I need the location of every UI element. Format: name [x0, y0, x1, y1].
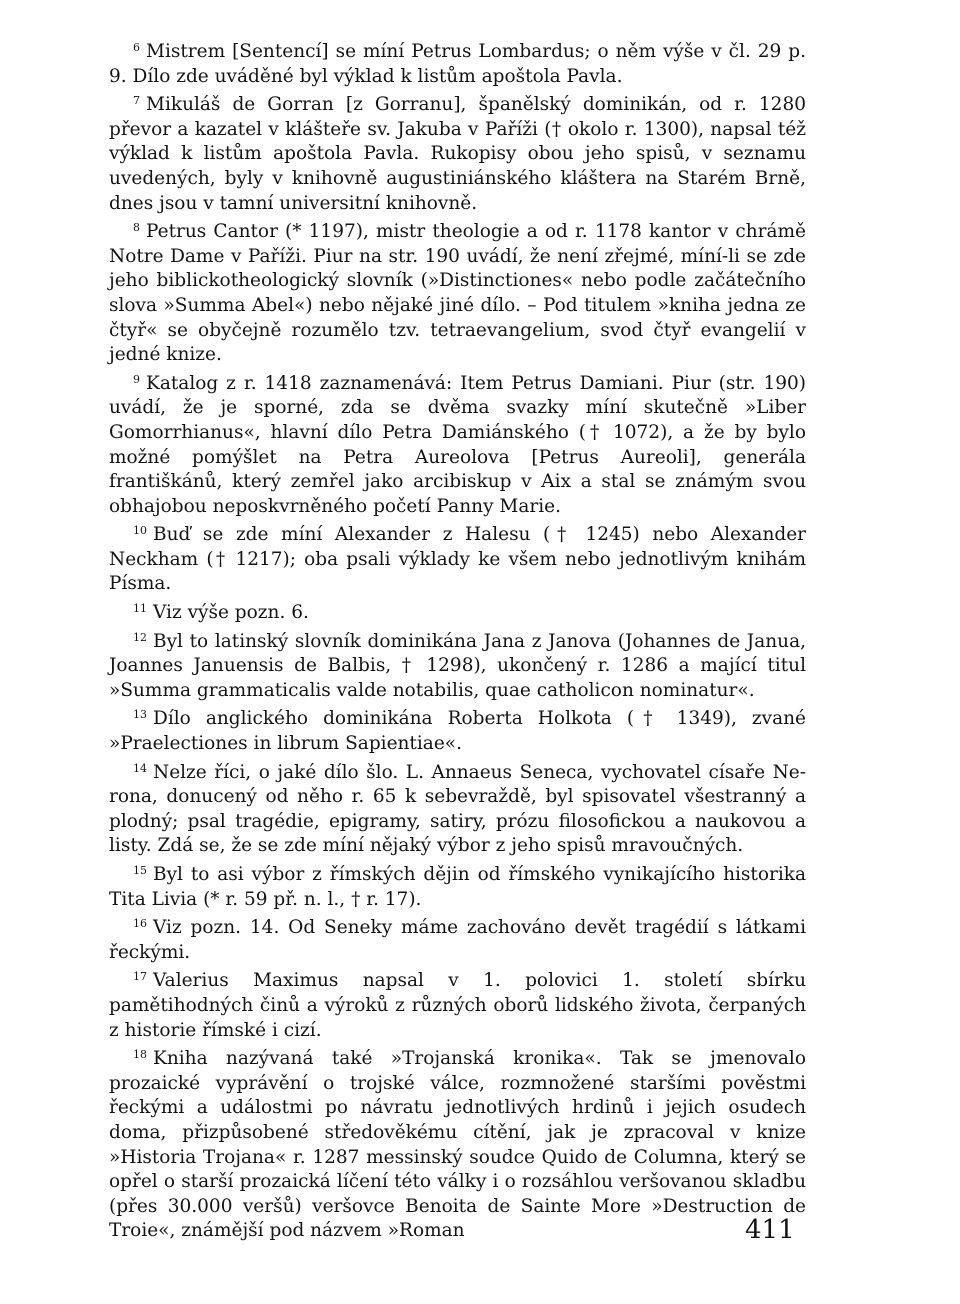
footnote-text: Nelze říci, o jaké dílo šlo. L. Annaeus Seneca, vychovatel císaře Nerona, donucený od něho r. 65 k sebevraždě, byl spisovatel všestranný a plodný; psal tragédie, epigramy, satiry, prózu filosofickou a naukovou a listy. Zdá se, že se zde míní nějaký výbor z jeho spisů mravoučných.: [109, 761, 806, 857]
footnote-17: [109, 969, 806, 1043]
footnote-number: 15: [133, 864, 147, 877]
footnote-text: Mikuláš de Gorran [z Gorranu], španělský dominikán, od r. 1280 převor a kazatel v klášteře sv. Jakuba v Paříži († okolo r. 1300), napsal též výklad k listům apoštola Pavla. Rukopisy obou jeho spisů, v seznamu uvedených, byly v knihovně augustiniánského kláštera na Starém Brně, dnes jsou v tamní universitní knihovně.: [109, 94, 806, 214]
footnote-number: 11: [133, 602, 147, 616]
footnote-text: Viz pozn. 14. Od Seneky máme zachováno devět tragédií s látkami řeckými.: [109, 917, 806, 963]
footnote-12: [109, 630, 806, 704]
footnote-16: [109, 916, 806, 965]
footnote-14: [109, 761, 806, 859]
footnote-text: Kniha nazývaná také »Trojanská kronika«. Tak se jmenovalo prozaické vyprávění o trojské válce, rozmnožené staršími pověstmi řeckými a událostmi po návratu jednotlivých hrdinů i jejich osudech doma, přizpůsobené středověkému cítění, jak je zpracoval v knize »Historia Trojana« r. 1287 messinský soudce Quido de Columna, který se opřel o starší prozaická líčení této války i o rozsáhlou veršovanou skladbu (přes 30.000 veršů) veršovce Benoita de Sainte More »Destruction de Troie«, známější pod názvem »Roman: [109, 1048, 806, 1242]
footnote-number: 7: [133, 94, 140, 108]
footnote-number: 9: [133, 372, 140, 386]
footnote-text: Valerius Maximus napsal v 1. polovici 1. století sbírku pamětihodných činů a výroků z různých oborů lidského života, čerpaných z historie římské i cizí.: [109, 970, 806, 1041]
footnote-text: Dílo anglického dominikána Roberta Holkota († 1349), zvané »Praelectiones in librum Sapientiae«.: [109, 708, 806, 755]
footnote-text: Byl to asi výbor z římských dějin od římského vynikajícího historika Tita Livia (* r. 59 př. n. l., † r. 17).: [109, 864, 806, 910]
footnote-10: [109, 523, 806, 597]
footnote-number: 16: [133, 917, 147, 931]
footnote-number: 17: [133, 970, 147, 984]
footnote-text: Mistrem [Sentencí] se míní Petrus Lombardus; o něm výše v čl. 29 p. 9. Dílo zde uváděné byl výklad k listům apoštola Pavla.: [109, 41, 806, 87]
footnote-text: Viz výše pozn. 6.: [153, 602, 309, 624]
footnote-text: Katalog z r. 1418 zaznamenává: Item Petrus Damiani. Piur (str. 190) uvádí, že je sporné, zda se dvěma svazky míní skutečně »Liber Gomorrhianus«, hlavní dílo Petra Damiánského († 1072), a že by bylo možné pomýšlet na Petra Aureolova [Petrus Aureoli], generála františkánů, který zemřel jako arcibiskup v Aix a stal se známým svou obhajobou neposkvrněného početí Panny Marie.: [109, 372, 806, 517]
footnote-13: [109, 707, 806, 756]
footnote-8: [109, 220, 806, 368]
footnotes-block: [109, 40, 806, 1248]
footnote-number: 10: [133, 524, 147, 538]
footnote-9: [109, 372, 806, 520]
footnote-7: [109, 93, 806, 216]
footnote-number: 13: [133, 708, 147, 722]
page-number: 411: [745, 1215, 795, 1245]
footnote-15: [109, 863, 806, 912]
footnote-text: Byl to latinský slovník dominikána Jana z Janova (Johannes de Janua, Joannes Januensis de Balbis, † 1298), ukončený r. 1286 a mající titul »Summa grammaticalis valde notabilis, quae catholicon nominatur«.: [109, 630, 806, 701]
footnote-number: 6: [133, 41, 140, 54]
footnote-text: Petrus Cantor (* 1197), mistr theologie a od r. 1178 kantor v chrámě Notre Dame v Paříži. Piur na str. 190 uvádí, že není zřejmé, míní-li se zde jeho biblickotheologický slovník (»Distinctiones« nebo podle začátečního slova »Summa Abel«) nebo nějaké jiné dílo. – Pod titulem »kniha jedna ze čtyř« se obyčejně rozumělo tzv. tetraevangelium, svod čtyř evangelií v jedné knize.: [109, 221, 806, 366]
footnote-number: 18: [133, 1048, 147, 1062]
footnote-number: 14: [133, 761, 147, 775]
footnote-11: [109, 601, 806, 626]
footnote-number: 8: [133, 221, 140, 235]
footnote-text: Buď se zde míní Alexander z Halesu († 1245) nebo Alexander Neckham († 1217); oba psali výklady ke všem nebo jednotlivým knihám Písma.: [109, 524, 806, 595]
footnote-number: 12: [133, 630, 147, 644]
footnote-6: [109, 40, 806, 89]
footnote-18: [109, 1047, 806, 1244]
